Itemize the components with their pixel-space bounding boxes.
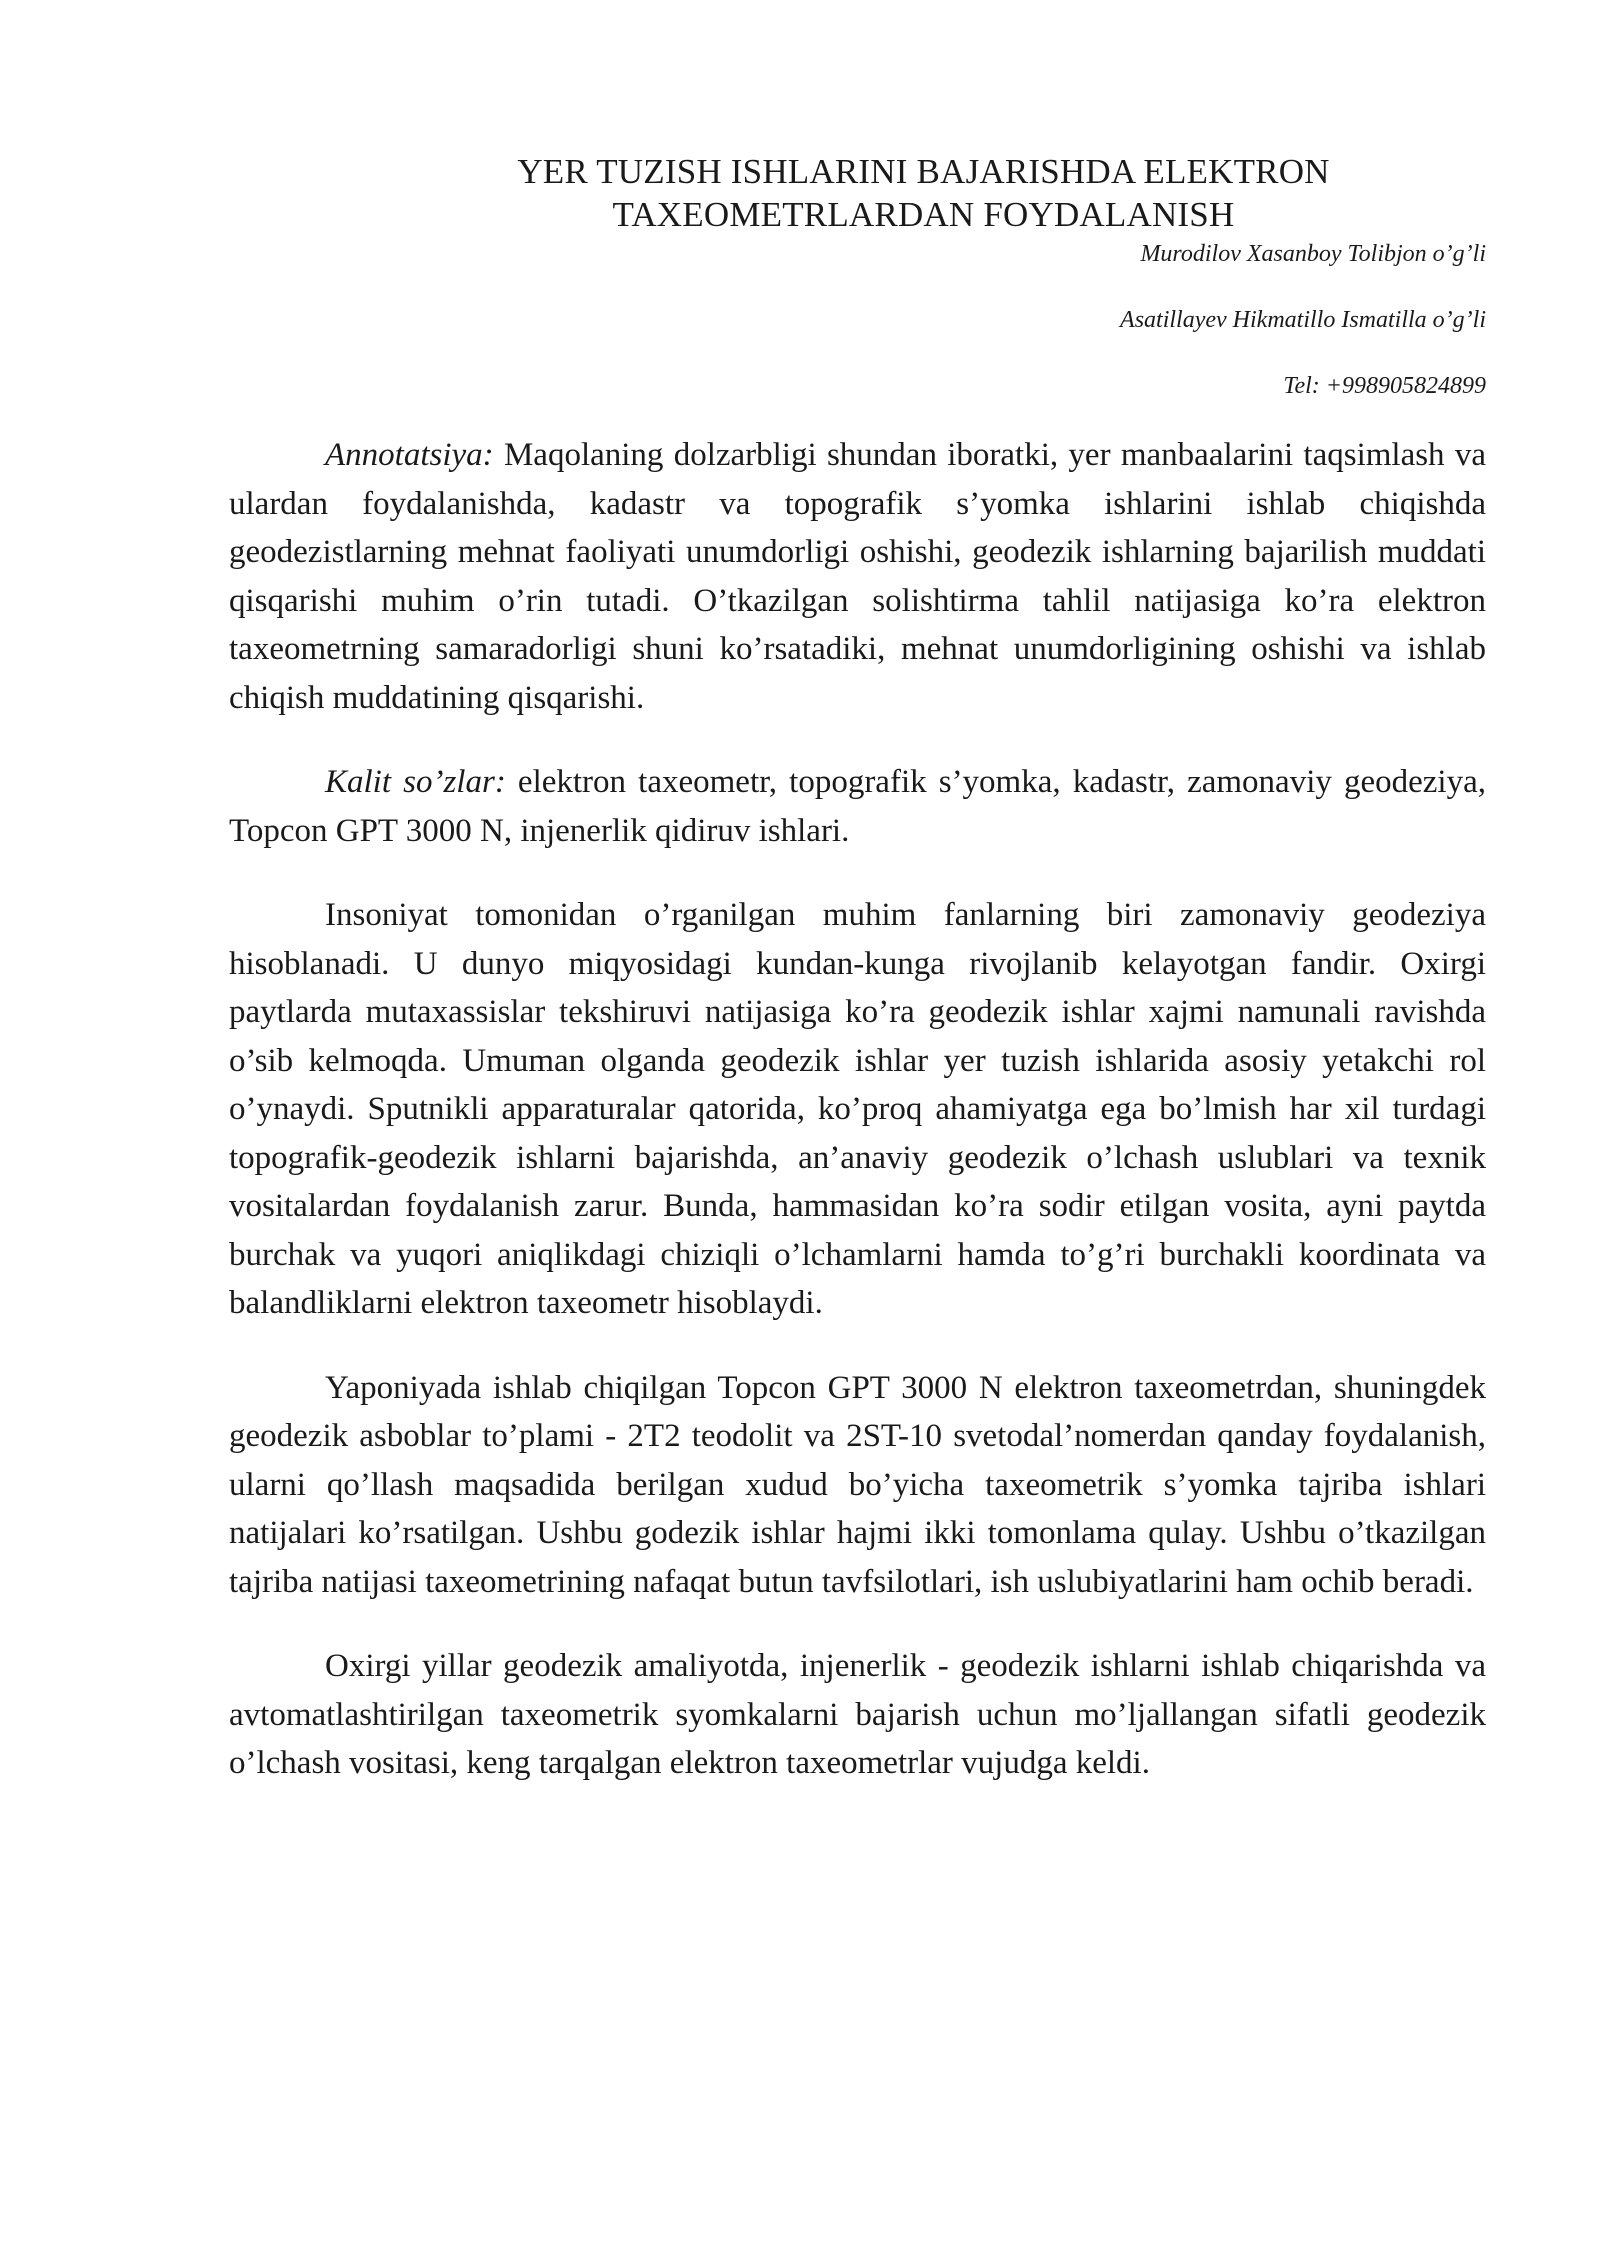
keywords-text: elektron taxeometr, topografik s’yomka, kadastr, zamonaviy geodeziya, Topcon GPT 3000 N, injenerlik qidiruv ishlari.: [229, 764, 1486, 849]
author-phone: Tel: +998905824899: [1283, 373, 1486, 399]
keywords-label: Kalit so’zlar:: [325, 764, 506, 800]
body-paragraph-2: Yaponiyada ishlab chiqilgan Topcon GPT 3000 N elektron taxeometrdan, shuningdek geodezik asboblar to’plami - 2T2 teodolit va 2ST-10 svetodal’nomerdan qanday foydalanish, ularni qo’llash maqsadida berilgan xudud bo’yicha taxeometrik s’yomka tajriba ishlari natijalari ko’rsatilgan. Ushbu godezik ishlar hajmi ikki tomonlama qulay. Ushbu o’tkazilgan tajriba natijasi taxeometrining nafaqat butun tavfsilotlari, ish uslubiyatlarini ham ochib beradi.: [229, 1369, 1486, 1600]
author-2: Asatillayev Hikmatillo Ismatilla o’g’li: [1120, 307, 1486, 333]
author-block: [229, 239, 1486, 401]
title-line-2: TAXEOMETRLARDAN FOYDALANISH: [612, 195, 1235, 234]
body-paragraph-3: Oxirgi yillar geodezik amaliyotda, injenerlik - geodezik ishlarni ishlab chiqarishda va avtomatlashtirilgan taxeometrik syomkalarni bajarish uchun mo’ljallangan sifatli geodezik o’lchash vositasi, keng tarqalgan elektron taxeometrlar vujudga keldi.: [229, 1648, 1486, 1781]
abstract-text: Maqolaning dolzarbligi shundan iboratki, yer manbaalarini taqsimlash va ulardan foydalanishda, kadastr va topografik s’yomka ishlarini ishlab chiqishda geodezistlarning mehnat faoliyati unumdorligi oshishi, geodezik ishlarning bajarilish muddati qisqarishi muhim o’rin tutadi. O’tkazilgan solishtirma tahlil natijasiga ko’ra elektron taxeometrning samaradorligi shuni ko’rsatadiki, mehnat unumdorligining oshishi va ishlab chiqish muddatining qisqarishi.: [229, 437, 1486, 716]
body-paragraph-1: Insoniyat tomonidan o’rganilgan muhim fanlarning biri zamonaviy geodeziya hisoblanadi. U dunyo miqyosidagi kundan-kunga rivojlanib kelayotgan fandir. Oxirgi paytlarda mutaxassislar tekshiruvi natijasiga ko’ra geodezik ishlar xajmi namunali ravishda o’sib kelmoqda. Umuman olganda geodezik ishlar yer tuzish ishlarida asosiy yetakchi rol o’ynaydi. Sputnikli apparaturalar qatorida, ko’proq ahamiyatga ega bo’lmish har xil turdagi topografik-geodezik ishlarni bajarishda, an’anaviy geodezik o’lchash uslublari va texnik vositalardan foydalanish zarur. Bunda, hammasidan ko’ra sodir etilgan vosita, ayni paytda burchak va yuqori aniqlikdagi chiziqli o’lchamlarni hamda to’g’ri burchakli koordinata va balandliklarni elektron taxeometr hisoblaydi.: [229, 897, 1486, 1321]
document-body: [229, 150, 1486, 1788]
abstract-label: Annotatsiya:: [325, 437, 494, 473]
keywords-paragraph: [229, 758, 1486, 855]
abstract-paragraph: [229, 431, 1486, 722]
title-line-1: YER TUZISH ISHLARINI BAJARISHDA ELEKTRON: [517, 152, 1330, 191]
author-1: Murodilov Xasanboy Tolibjon o’g’li: [1140, 241, 1486, 267]
page-title: [229, 150, 1486, 236]
